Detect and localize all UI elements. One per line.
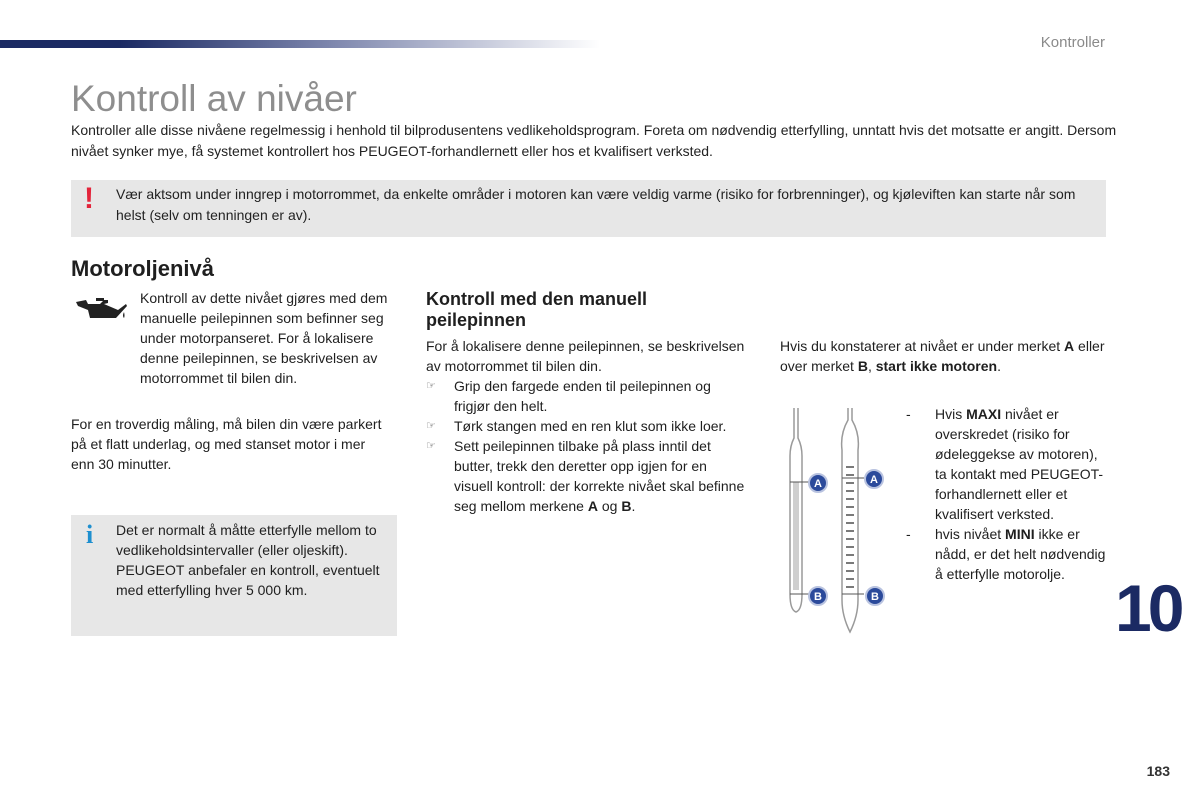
oil-can-icon bbox=[74, 292, 128, 322]
pointing-hand-icon: ☞ bbox=[426, 440, 436, 452]
pointing-hand-icon: ☞ bbox=[426, 420, 436, 432]
manual-dipstick-intro: For å lokalisere denne peilepinnen, se beskrivelsen av motorrommet til bilen din. bbox=[426, 338, 745, 374]
engine-oil-description: Kontroll av dette nivået gjøres med dem manuelle peilepinnen som befinner seg under motorpanseret. For å lokalisere denne peilepinnen, se beskrivelsen av motorrommet til bilen din. bbox=[140, 290, 388, 386]
page-title: Kontroll av nivåer bbox=[71, 78, 357, 119]
mark-a-left bbox=[809, 474, 827, 492]
dipstick-steps bbox=[426, 376, 746, 516]
svg-text:B: B bbox=[871, 591, 879, 603]
svg-text:A: A bbox=[814, 478, 822, 490]
mark-b-right bbox=[866, 587, 884, 605]
mark-a-right bbox=[865, 470, 883, 488]
chapter-number: 10 bbox=[1115, 571, 1181, 645]
header-gradient-bar bbox=[0, 40, 600, 48]
warning-icon: ! bbox=[84, 182, 94, 215]
list-item: ☞ Sett peilepinnen tilbake på plass inntil det butter, trekk den deretter opp igjen for en visuell kontroll: der korrekte nivået skal befinne seg mellom merkene A og B. bbox=[426, 438, 745, 514]
measurement-condition: For en troverdig måling, må bilen din være parkert på et flatt underlag, og med stanset motor i mer enn 30 minutter. bbox=[71, 416, 382, 472]
info-text: Det er normalt å måtte etterfylle mellom to vedlikeholdsintervaller (eller oljeskift). PEUGEOT anbefaler en kontroll, eventuelt med etterfylling hver 5 000 km. bbox=[116, 522, 380, 598]
list-item: ☞ Grip den fargede enden til peilepinnen og frigjør den helt. bbox=[426, 378, 711, 414]
list-item: - Hvis MAXI nivået er overskredet (risiko for ødeleggekse av motoren), ta kontakt med PEUGEOT-forhandlernett eller et kvalifisert verksted. bbox=[906, 406, 1104, 522]
warning-text: Vær aktsom under inngrep i motorrommet, da enkelte områder i motoren kan være veldig varme (risiko for forbrenninger), og kjøleviften kan starte når som helst (selv om tenningen er av). bbox=[116, 186, 1076, 223]
info-icon: i bbox=[86, 520, 94, 549]
dipstick-illustration bbox=[786, 404, 896, 636]
list-item: - hvis nivået MINI ikke er nådd, er det helt nødvendig å etterfylle motorolje. bbox=[906, 526, 1106, 582]
page-number: 183 bbox=[1146, 763, 1170, 779]
list-item: ☞ Tørk stangen med en ren klut som ikke loer. bbox=[426, 418, 727, 434]
section-name: Kontroller bbox=[1040, 34, 1105, 51]
level-notes bbox=[906, 404, 1106, 584]
mark-b-left bbox=[809, 587, 827, 605]
manual-dipstick-heading: Kontroll med den manuell peilepinnen bbox=[426, 289, 648, 330]
level-warning-paragraph: Hvis du konstaterer at nivået er under merket A eller over merket B, start ikke motoren. bbox=[780, 338, 1105, 374]
svg-text:A: A bbox=[870, 474, 878, 486]
svg-text:B: B bbox=[814, 591, 822, 603]
intro-paragraph: Kontroller alle disse nivåene regelmessig i henhold til bilprodusentens vedlikeholdsprogram. Foreta om nødvendig etterfylling, unntatt hvis det motsatte er angitt. Dersom nivået synker mye, få systemet kontrollert hos PEUGEOT-forhandlernett eller hos et kvalifisert verksted. bbox=[71, 122, 1117, 159]
pointing-hand-icon: ☞ bbox=[426, 380, 436, 392]
engine-oil-heading: Motoroljenivå bbox=[71, 256, 215, 281]
